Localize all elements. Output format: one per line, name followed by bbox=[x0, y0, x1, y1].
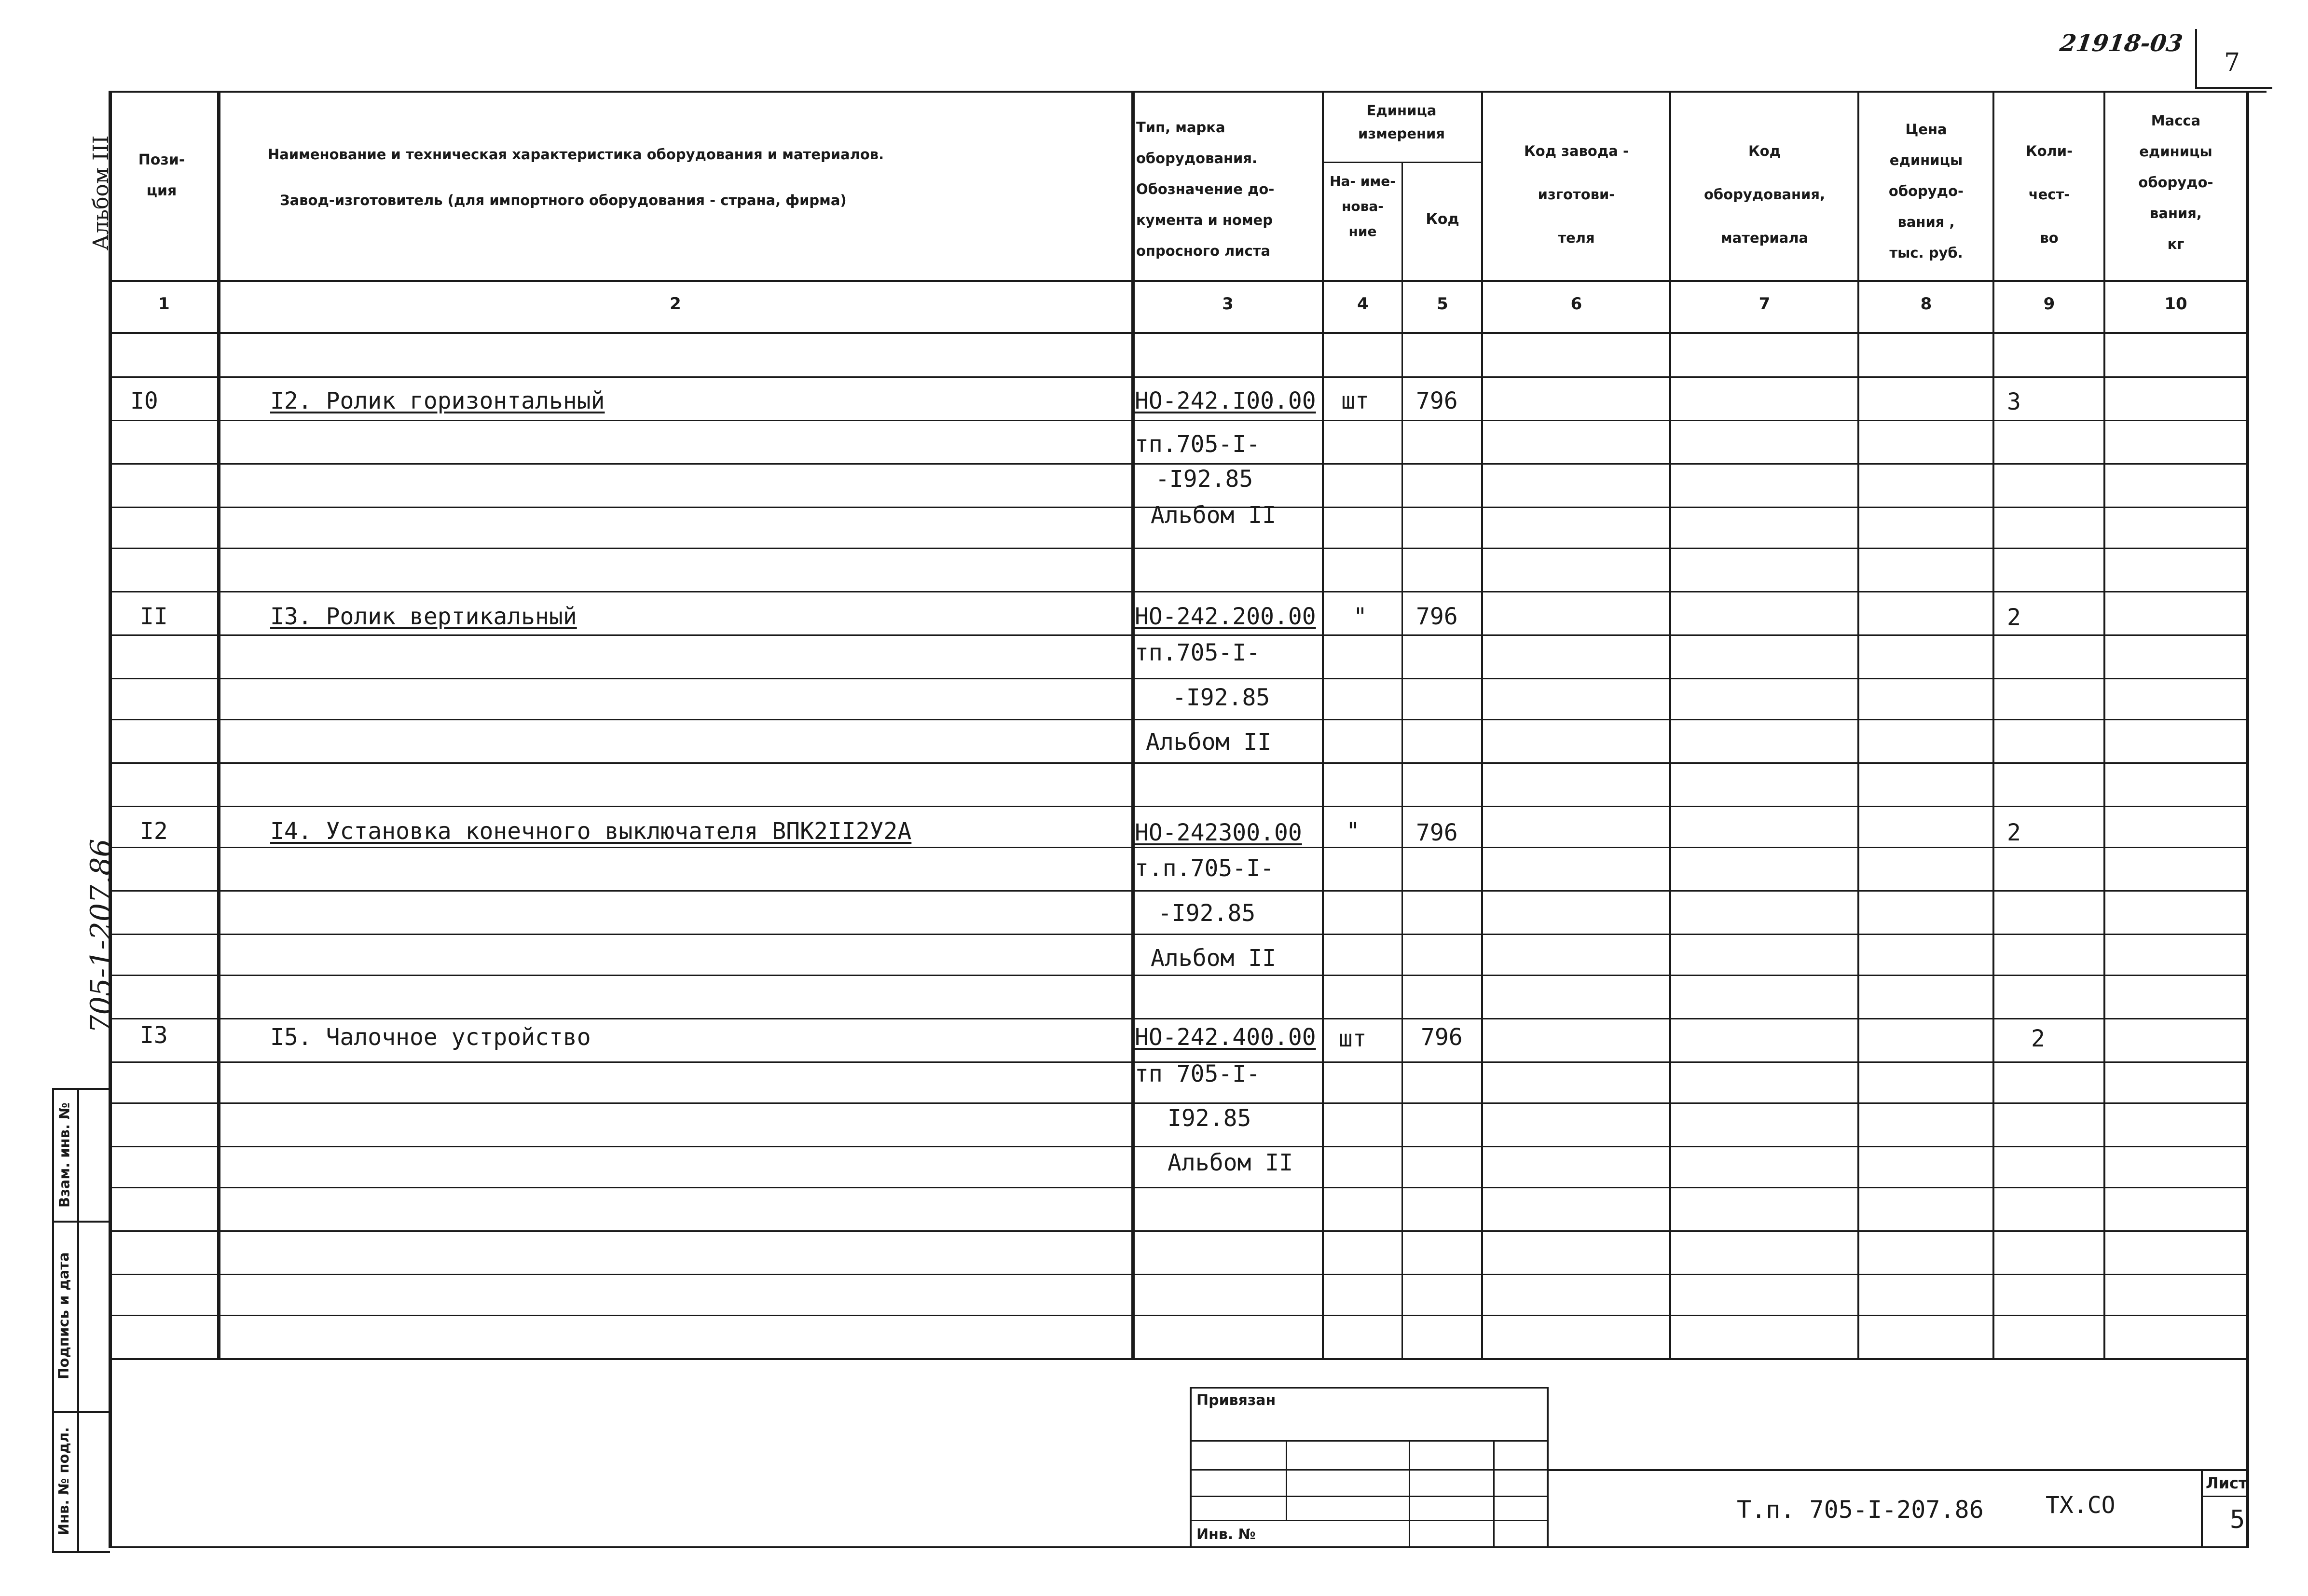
header-unit-group: Единица измерения bbox=[1358, 102, 1445, 142]
side-stamp-border-mid bbox=[77, 1088, 79, 1551]
privyazan-label: Привязан bbox=[1196, 1392, 1276, 1409]
row-line bbox=[110, 678, 2247, 679]
header-unit-mass bbox=[2108, 105, 2243, 260]
side-stamp-inv-podl: Инв. № подл. bbox=[55, 1427, 72, 1536]
privyazan-col bbox=[1493, 1440, 1495, 1546]
row-position: I0 bbox=[130, 387, 158, 414]
row-type-line: -I92.85 bbox=[1155, 466, 1253, 493]
corner-divider-h bbox=[2195, 87, 2272, 89]
row-type-designation: НО-242.200.00 bbox=[1135, 603, 1316, 630]
row-type-line: -I92.85 bbox=[1158, 900, 1256, 927]
header-manufacturer-code-line: Код завода - bbox=[1524, 143, 1629, 159]
column-number: 3 bbox=[1222, 294, 1234, 314]
privyazan-col bbox=[1409, 1440, 1410, 1546]
header-unit-mass-line: вания, bbox=[2150, 205, 2202, 221]
header-manufacturer-code-line: теля bbox=[1558, 230, 1595, 246]
title-block-bottom-border bbox=[109, 1546, 2249, 1548]
header-manufacturer-code-line: изготови- bbox=[1538, 186, 1615, 203]
row-type-line: Альбом II bbox=[1151, 502, 1277, 529]
header-position: Пози- ция bbox=[138, 151, 185, 199]
row-type-line: Альбом II bbox=[1151, 945, 1277, 972]
doc-number-top-line bbox=[1547, 1469, 2246, 1471]
row-type-line: Альбом II bbox=[1168, 1149, 1293, 1176]
row-unit-code: 796 bbox=[1416, 387, 1458, 414]
row-unit: " bbox=[1346, 818, 1360, 845]
col-divider-6-7 bbox=[1669, 91, 1671, 1358]
table-top-border bbox=[110, 91, 2267, 93]
row-unit: шт bbox=[1341, 387, 1369, 414]
header-unit-mass-line: Масса bbox=[2151, 112, 2201, 129]
album-label: Альбом III bbox=[89, 135, 113, 251]
header-type-mark-line: Тип, марка bbox=[1136, 119, 1225, 136]
header-equipment-code-line: оборудования, bbox=[1704, 186, 1826, 203]
row-line bbox=[110, 847, 2247, 848]
side-doc-code: 705-1-207.86 bbox=[84, 839, 118, 1033]
row-line bbox=[110, 463, 2247, 465]
row-line bbox=[110, 634, 2247, 636]
row-line bbox=[110, 1187, 2247, 1188]
header-type-mark bbox=[1136, 112, 1319, 266]
row-line bbox=[110, 1315, 2247, 1316]
row-line bbox=[110, 1018, 2247, 1019]
column-number: 6 bbox=[1570, 294, 1582, 314]
column-number: 4 bbox=[1357, 294, 1369, 314]
header-type-mark-line: кумента и номер bbox=[1136, 212, 1273, 228]
table-bottom-line bbox=[110, 1358, 2247, 1360]
row-line bbox=[110, 591, 2247, 592]
row-name: I2. Ролик горизонтальный bbox=[270, 387, 605, 414]
header-equipment-code-line: Код bbox=[1748, 143, 1781, 159]
header-unit-code: Код bbox=[1426, 211, 1459, 228]
header-manufacturer: Завод-изготовитель (для импортного оборудования - страна, фирма) bbox=[280, 192, 847, 208]
row-unit: шт bbox=[1339, 1025, 1367, 1052]
row-type-line: I92.85 bbox=[1168, 1105, 1251, 1132]
column-number: 5 bbox=[1437, 294, 1448, 314]
row-line bbox=[110, 548, 2247, 549]
side-stamp-vzam-inv: Взам. инв. № bbox=[56, 1102, 73, 1208]
sheet-number: 5 bbox=[2230, 1505, 2245, 1534]
row-quantity: 3 bbox=[2007, 388, 2021, 415]
header-unit-mass-line: оборудо- bbox=[2138, 174, 2213, 191]
side-stamp-line-4 bbox=[52, 1551, 110, 1553]
header-unit-name: На- име- нова- ние bbox=[1330, 173, 1396, 239]
col-divider-4-5 bbox=[1401, 162, 1403, 1358]
document-mark: ТХ.СО bbox=[2046, 1492, 2116, 1519]
header-unit-price-line: вания , bbox=[1897, 214, 1955, 230]
column-number: 8 bbox=[1920, 294, 1932, 314]
row-line bbox=[110, 1146, 2247, 1147]
row-type-designation: НО-242.I00.00 bbox=[1135, 387, 1316, 414]
column-number: 10 bbox=[2164, 294, 2187, 314]
row-type-line: тп.705-I- bbox=[1135, 639, 1261, 666]
col-divider-1-2 bbox=[217, 91, 220, 1358]
header-unit-price-line: оборудо- bbox=[1888, 183, 1964, 199]
side-stamp-podpis-data: Подпись и дата bbox=[55, 1252, 72, 1379]
row-unit-code: 796 bbox=[1421, 1024, 1463, 1051]
row-type-line: т.п.705-I- bbox=[1135, 855, 1274, 882]
row-line bbox=[110, 420, 2247, 421]
row-line bbox=[110, 934, 2247, 935]
header-quantity-line: во bbox=[2040, 230, 2059, 246]
sheet-box-left bbox=[2201, 1469, 2203, 1546]
column-number: 1 bbox=[158, 294, 170, 314]
row-unit-code: 796 bbox=[1416, 603, 1458, 630]
privyazan-col bbox=[1286, 1440, 1287, 1520]
privyazan-left bbox=[1190, 1387, 1192, 1546]
column-numbers-bottom-line bbox=[110, 332, 2247, 334]
row-position: I2 bbox=[140, 818, 168, 845]
header-type-mark-line: Обозначение до- bbox=[1136, 181, 1275, 197]
row-type-designation: НО-242300.00 bbox=[1135, 819, 1302, 846]
table-right-border bbox=[2246, 91, 2249, 1546]
sheet-box-divider bbox=[2201, 1496, 2247, 1497]
header-equipment-code bbox=[1674, 129, 1855, 260]
header-quantity-line: чест- bbox=[2028, 186, 2070, 203]
col-divider-8-9 bbox=[1992, 91, 1994, 1358]
col-divider-3-4 bbox=[1322, 91, 1324, 1358]
row-position: I3 bbox=[140, 1022, 168, 1049]
inventory-number-label: Инв. № bbox=[1196, 1526, 1256, 1543]
column-number: 2 bbox=[670, 294, 681, 314]
doc-stamp-number: 21918-03 bbox=[2058, 30, 2184, 57]
header-bottom-line bbox=[110, 280, 2247, 282]
header-unit-mass-line: кг bbox=[2167, 236, 2184, 252]
row-type-line: тп 705-I- bbox=[1135, 1060, 1261, 1087]
document-number: Т.п. 705-I-207.86 bbox=[1737, 1496, 1984, 1524]
row-type-line: тп.705-I- bbox=[1135, 431, 1261, 458]
row-line bbox=[110, 376, 2247, 378]
row-quantity: 2 bbox=[2031, 1025, 2045, 1052]
col-divider-7-8 bbox=[1857, 91, 1859, 1358]
sheet-label: Лист bbox=[2206, 1474, 2248, 1492]
header-unit-price-line: единицы bbox=[1889, 152, 1963, 168]
row-line bbox=[110, 975, 2247, 976]
row-name: I5. Чалочное устройство bbox=[270, 1024, 591, 1051]
header-quantity-line: Коли- bbox=[2025, 143, 2073, 159]
page-corner-number: 7 bbox=[2224, 48, 2240, 77]
header-unit-mass-line: единицы bbox=[2139, 143, 2212, 160]
row-position: II bbox=[140, 603, 168, 630]
row-line bbox=[110, 719, 2247, 720]
row-name: I3. Ролик вертикальный bbox=[270, 603, 577, 630]
corner-divider bbox=[2195, 29, 2197, 87]
header-type-mark-line: оборудования. bbox=[1136, 150, 1258, 166]
header-type-mark-line: опросного листа bbox=[1136, 243, 1271, 259]
row-unit: " bbox=[1353, 603, 1367, 630]
header-name: Наименование и техническая характеристика оборудования и материалов. bbox=[268, 146, 884, 163]
header-unit-price-line: тыс. руб. bbox=[1889, 245, 1963, 261]
col-divider-2-3 bbox=[1131, 91, 1135, 1358]
col-divider-9-10 bbox=[2103, 91, 2105, 1358]
row-line bbox=[110, 1274, 2247, 1275]
header-unit-price-line: Цена bbox=[1905, 121, 1947, 138]
row-name: I4. Установка конечного выключателя ВПК2II2У2А bbox=[270, 818, 912, 845]
col-divider-5-6 bbox=[1481, 91, 1483, 1358]
row-line bbox=[110, 1230, 2247, 1232]
column-number: 7 bbox=[1758, 294, 1771, 314]
privyazan-right bbox=[1547, 1387, 1549, 1546]
header-quantity bbox=[1997, 129, 2101, 260]
row-quantity: 2 bbox=[2007, 819, 2021, 846]
privyazan-top bbox=[1191, 1387, 1548, 1389]
row-type-line: Альбом II bbox=[1146, 729, 1272, 756]
header-unit-price bbox=[1862, 114, 1990, 268]
row-type-designation: НО-242.400.00 bbox=[1135, 1024, 1316, 1051]
row-line bbox=[110, 1102, 2247, 1104]
row-unit-code: 796 bbox=[1416, 819, 1458, 846]
row-line bbox=[110, 762, 2247, 764]
row-line bbox=[110, 806, 2247, 807]
row-line bbox=[110, 890, 2247, 892]
header-equipment-code-line: материала bbox=[1720, 230, 1809, 246]
row-type-line: -I92.85 bbox=[1172, 684, 1270, 711]
column-number: 9 bbox=[2043, 294, 2055, 314]
header-manufacturer-code bbox=[1486, 129, 1667, 260]
row-quantity: 2 bbox=[2007, 604, 2021, 631]
